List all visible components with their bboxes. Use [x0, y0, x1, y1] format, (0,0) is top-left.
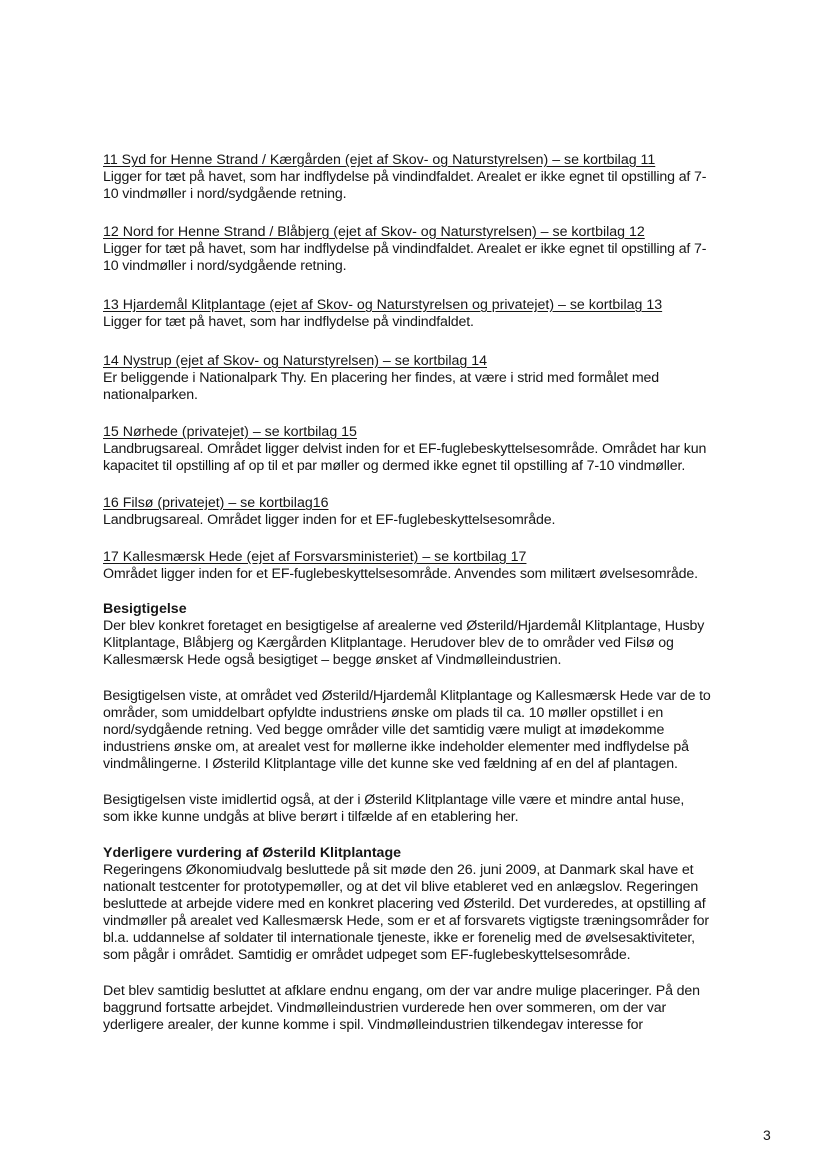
text-line: Området ligger inden for et EF-fuglebeskyttelsesområde. Anvendes som militært øvelsesområde.	[103, 566, 698, 582]
site-12-section	[103, 224, 771, 275]
text-line: Ligger for tæt på havet, som har indflydelse på vindindfaldet. Arealet er ikke egnet til opstilling af 7-	[103, 169, 707, 185]
text-line: Er beliggende i Nationalpark Thy. En placering her findes, at være i strid med formålet med	[103, 370, 659, 386]
text-line: Det blev samtidig besluttet at afklare endnu engang, om der var andre mulige placeringer. På den	[103, 983, 700, 999]
vurdering-heading: Yderligere vurdering af Østerild Klitplantage	[103, 845, 402, 861]
site-14-heading: 14 Nystrup (ejet af Skov- og Naturstyrelsen) – se kortbilag 14	[103, 353, 488, 369]
besigtigelse-heading: Besigtigelse	[103, 601, 187, 617]
site-11-heading: 11 Syd for Henne Strand / Kærgården (ejet af Skov- og Naturstyrelsen) – se kortbilag 11	[103, 152, 656, 168]
text-line: 10 vindmøller i nord/sydgående retning.	[103, 186, 347, 202]
text-line: nationalt testcenter for prototypemøller, og at det vil blive etableret ved en anlægslov. Regeringen	[103, 879, 699, 895]
site-17-section	[103, 549, 771, 583]
site-13-text	[103, 314, 771, 331]
text-line: bl.a. uddannelse af soldater til internationale tjeneste, ikke er forenelig med de øvelsesaktiviteter,	[103, 930, 695, 946]
text-line: Ligger for tæt på havet, som har indflydelse på vindindfaldet. Arealet er ikke egnet til opstilling af 7-	[103, 241, 707, 257]
text-line: Klitplantage, Blåbjerg og Kærgården Klitplantage. Herudover blev de to områder ved Filsø og	[103, 635, 674, 651]
text-line: som ikke kunne undgås at blive berørt i tilfælde af en etablering her.	[103, 809, 519, 825]
text-line: nationalparken.	[103, 387, 198, 403]
page-content	[103, 152, 771, 1034]
text-line: 10 vindmøller i nord/sydgående retning.	[103, 258, 347, 274]
site-15-text	[103, 441, 771, 475]
text-line: kapacitet til opstilling af op til et par møller og dermed ikke egnet til opstilling af 7-10 vindmøller.	[103, 458, 686, 474]
text-line: nord/sydgående retning. Ved begge områder ville det samtidig være muligt at imødekomme	[103, 722, 665, 738]
text-line: Ligger for tæt på havet, som har indflydelse på vindindfaldet.	[103, 314, 474, 330]
text-line: Besigtigelsen viste imidlertid også, at der i Østerild Klitplantage ville være et mindre antal huse,	[103, 792, 685, 808]
text-line: Landbrugsareal. Området ligger inden for et EF-fuglebeskyttelsesområde.	[103, 512, 556, 528]
text-line: vindmålingerne. I Østerild Klitplantage ville det kunne ske ved fældning af en del af plantagen.	[103, 756, 678, 772]
site-16-section	[103, 495, 771, 529]
site-14-text	[103, 370, 771, 404]
site-15-heading: 15 Nørhede (privatejet) – se kortbilag 15	[103, 424, 357, 440]
text-line: Regeringens Økonomiudvalg besluttede på sit møde den 26. juni 2009, at Danmark skal have et	[103, 862, 694, 878]
vurdering-paragraph-1	[103, 862, 771, 964]
site-11-section	[103, 152, 771, 203]
besigtigelse-section	[103, 601, 771, 826]
text-line: Der blev konkret foretaget en besigtigelse af arealerne ved Østerild/Hjardemål Klitplantage, Husby	[103, 618, 705, 634]
site-15-section	[103, 424, 771, 475]
besigtigelse-paragraph-2	[103, 688, 771, 773]
text-line: som pågår i området. Samtidig er området udpeget som EF-fuglebeskyttelsesområde.	[103, 947, 631, 963]
text-line: områder, som umiddelbart opfyldte industriens ønske om plads til ca. 10 møller opstillet i en	[103, 705, 664, 721]
text-line: Besigtigelsen viste, at området ved Østerild/Hjardemål Klitplantage og Kallesmærsk Hede var de to	[103, 688, 711, 704]
site-13-heading: 13 Hjardemål Klitplantage (ejet af Skov- og Naturstyrelsen og privatejet) – se kortbilag 13	[103, 297, 663, 313]
text-line: vindmøller på arealet ved Kallesmærsk Hede, som er et af forsvarets vigtigste træningsområder for	[103, 913, 710, 929]
besigtigelse-paragraph-3	[103, 792, 771, 826]
page-number: 3	[763, 1127, 771, 1143]
site-16-text	[103, 512, 771, 529]
vurdering-section	[103, 845, 771, 1034]
text-line: industriens ønske om, at arealet vest for møllerne ikke indeholder elementer med indflydelse på	[103, 739, 689, 755]
text-line: yderligere arealer, der kunne komme i spil. Vindmølleindustrien tilkendegav interesse for	[103, 1017, 643, 1033]
site-12-heading: 12 Nord for Henne Strand / Blåbjerg (ejet af Skov- og Naturstyrelsen) – se kortbilag 12	[103, 224, 645, 240]
text-line: Landbrugsareal. Området ligger delvist inden for et EF-fuglebeskyttelsesområde. Området har kun	[103, 441, 707, 457]
besigtigelse-paragraph-1	[103, 618, 771, 669]
text-line: Kallesmærsk Hede også besigtiget – begge ønsket af Vindmølleindustrien.	[103, 652, 562, 668]
text-line: besluttede at arbejde videre med en konkret placering ved Østerild. Det vurderedes, at opstilling af	[103, 896, 706, 912]
site-14-section	[103, 353, 771, 404]
site-17-heading: 17 Kallesmærsk Hede (ejet af Forsvarsministeriet) – se kortbilag 17	[103, 549, 527, 565]
vurdering-paragraph-2	[103, 983, 771, 1034]
site-11-text	[103, 169, 771, 203]
site-13-section	[103, 297, 771, 331]
site-12-text	[103, 241, 771, 275]
site-16-heading: 16 Filsø (privatejet) – se kortbilag16	[103, 495, 329, 511]
site-17-text	[103, 566, 771, 583]
text-line: baggrund fortsatte arbejdet. Vindmølleindustrien vurderede hen over sommeren, om der var	[103, 1000, 667, 1016]
